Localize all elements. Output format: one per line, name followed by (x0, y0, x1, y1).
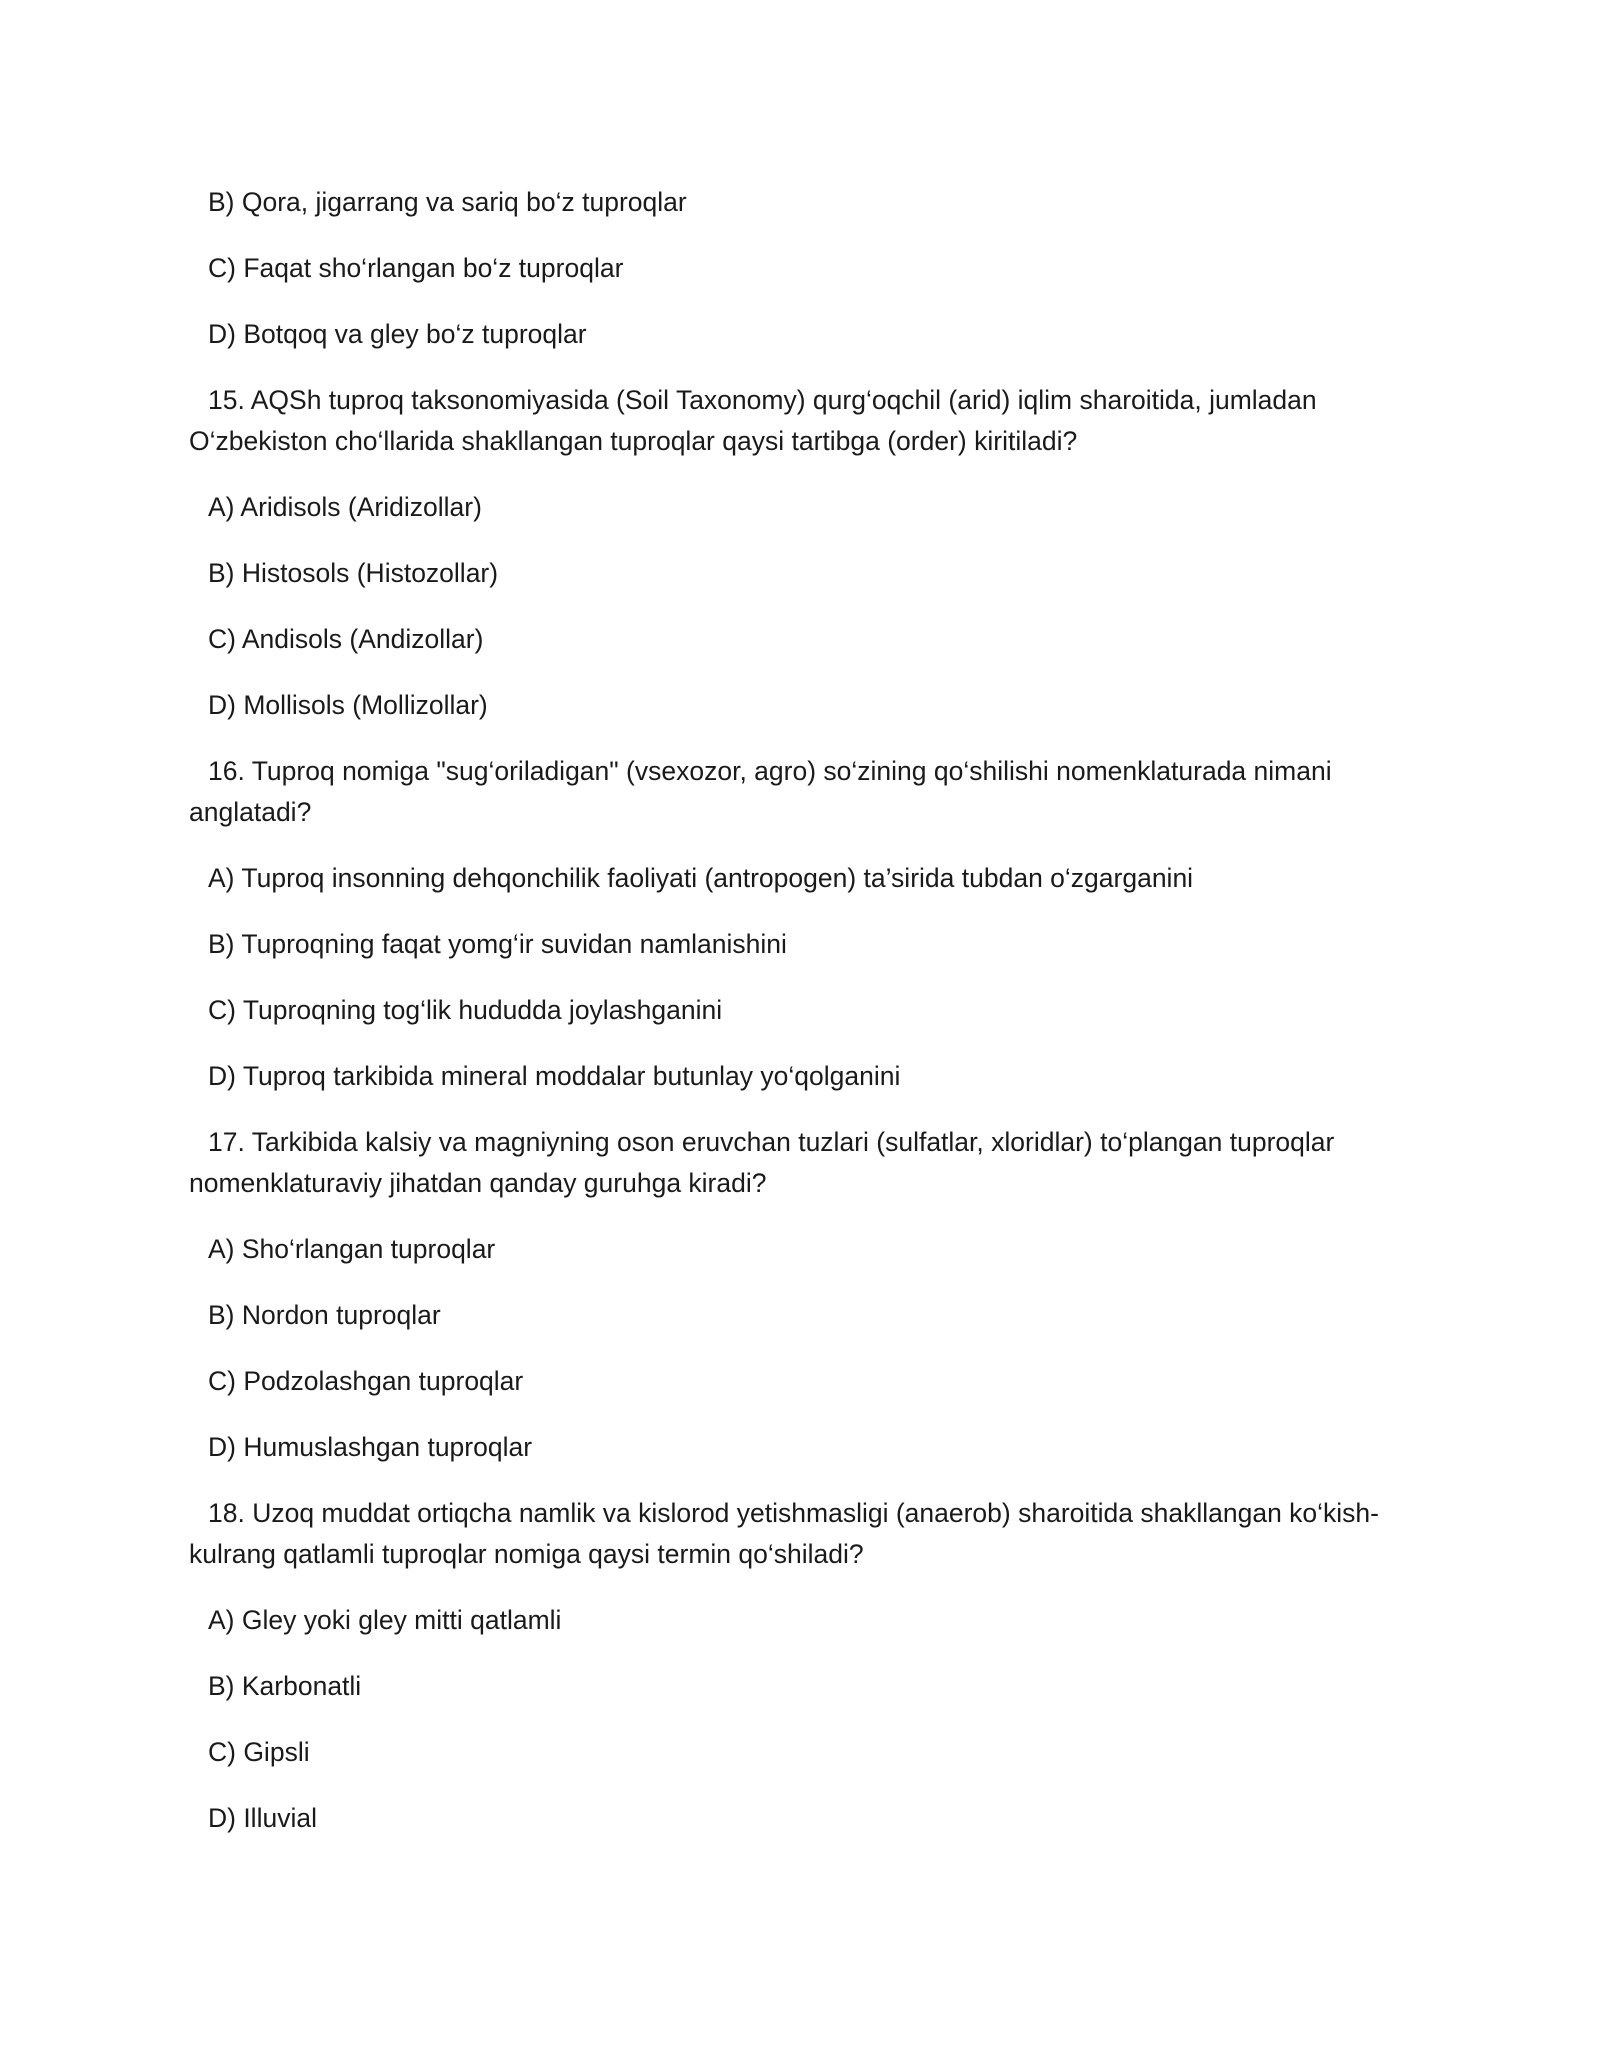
answer-option: D) Mollisols (Mollizollar) (208, 690, 488, 720)
answer-option: A) Sho‘rlangan tuproqlar (208, 1234, 496, 1264)
answer-option: C) Podzolashgan tuproqlar (208, 1366, 524, 1396)
document-body (189, 182, 1389, 1864)
answer-option: C) Gipsli (208, 1737, 310, 1767)
answer-option: C) Tuproqning tog‘lik hududda joylashganini (208, 995, 723, 1025)
question-18: 18. Uzoq muddat ortiqcha namlik va kislorod yetishmasligi (anaerob) sharoitida shakllangan ko‘kish-kulrang qatlamli tuproqlar nomiga qaysi termin qo‘shiladi? (189, 1498, 1379, 1569)
answer-option: A) Tuproq insonning dehqonchilik faoliyati (antropogen) ta’sirida tubdan o‘zgarganini (208, 863, 1194, 893)
answer-option: D) Illuvial (208, 1803, 317, 1833)
answer-option: C) Andisols (Andizollar) (208, 624, 484, 654)
answer-option: B) Tuproqning faqat yomg‘ir suvidan namlanishini (208, 929, 787, 959)
answer-option: A) Gley yoki gley mitti qatlamli (208, 1605, 562, 1635)
answer-option: C) Faqat sho‘rlangan bo‘z tuproqlar (208, 253, 624, 283)
answer-option: B) Qora, jigarrang va sariq bo‘z tuproqlar (208, 187, 687, 217)
answer-option: D) Humuslashgan tuproqlar (208, 1432, 533, 1462)
answer-option: B) Histosols (Histozollar) (208, 558, 499, 588)
question-17: 17. Tarkibida kalsiy va magniyning oson eruvchan tuzlari (sulfatlar, xloridlar) to‘plangan tuproqlar nomenklaturaviy jihatdan qanday guruhga kiradi? (189, 1127, 1335, 1198)
answer-option: D) Botqoq va gley bo‘z tuproqlar (208, 319, 587, 349)
answer-option: B) Nordon tuproqlar (208, 1300, 441, 1330)
answer-option: A) Aridisols (Aridizollar) (208, 492, 482, 522)
question-16: 16. Tuproq nomiga "sug‘oriladigan" (vsexozor, agro) so‘zining qo‘shilishi nomenklaturada nimani anglatadi? (189, 756, 1332, 827)
answer-option: D) Tuproq tarkibida mineral moddalar butunlay yo‘qolganini (208, 1061, 901, 1091)
answer-option: B) Karbonatli (208, 1671, 362, 1701)
question-15: 15. AQSh tuproq taksonomiyasida (Soil Taxonomy) qurg‘oqchil (arid) iqlim sharoitida, jumladan O‘zbekiston cho‘llarida shakllangan tuproqlar qaysi tartibga (order) kiritiladi? (189, 385, 1317, 456)
